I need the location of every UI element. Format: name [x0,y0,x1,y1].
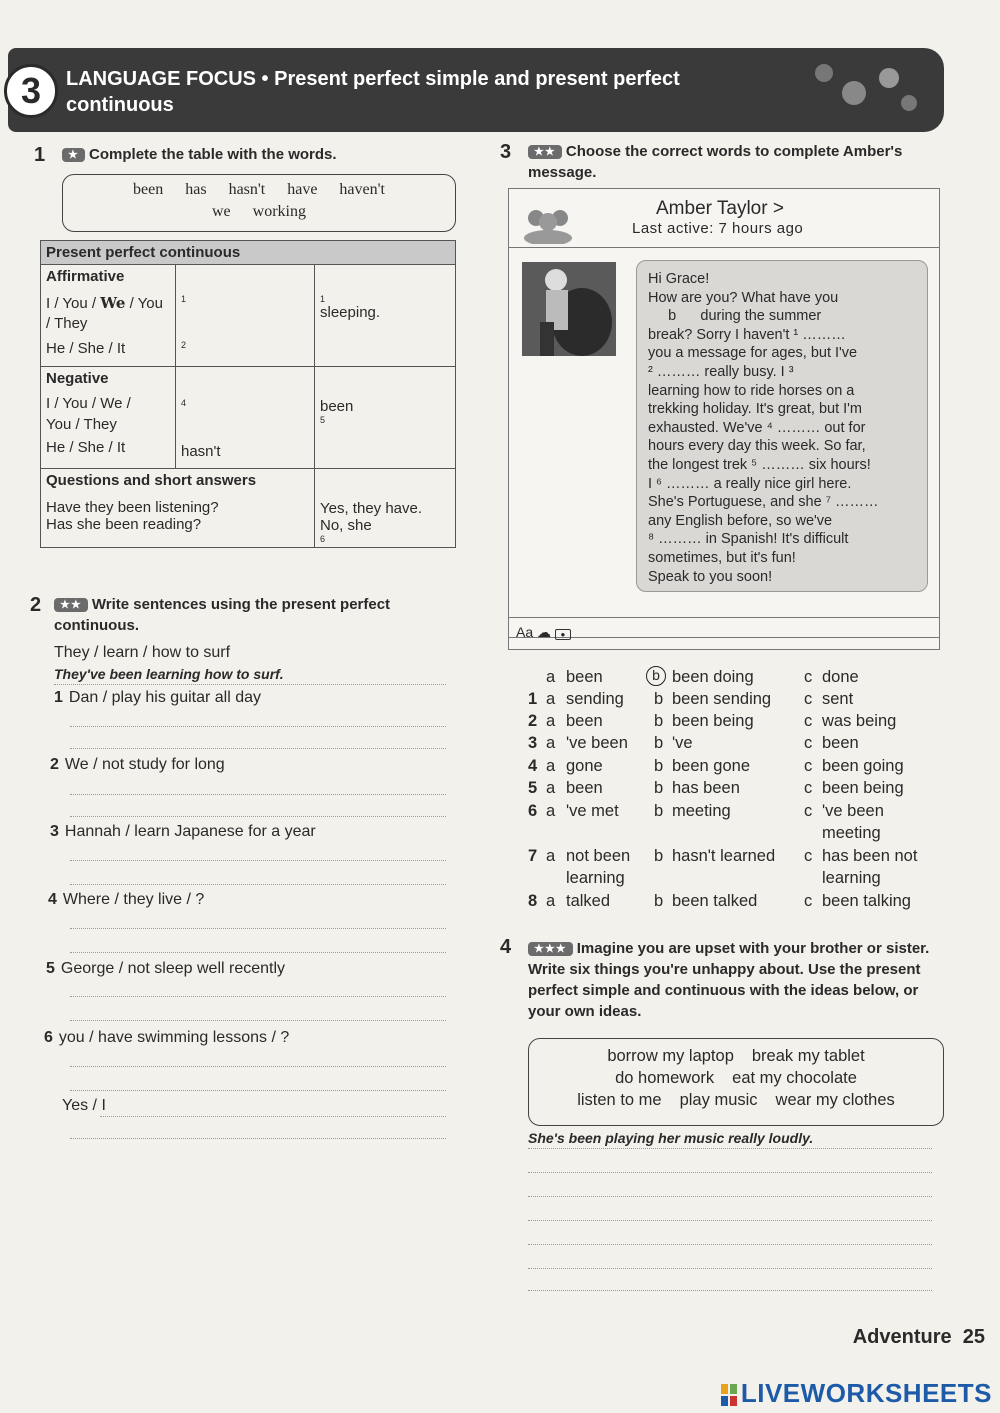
negative-label: Negative [46,370,109,387]
word: working [252,203,306,220]
message-text: Hi Grace! How are you? What have you b during the summer break? Sorry I haven't ¹ ……… you a message for ages, but I've ² ……… really busy. I ³ learning how to ride horses on a trekking holiday. It's great, but I'm exhausted. We've ⁴ ……… out for hours every day this week. So far, the longest trek ⁵ ……… six hours! I ⁶ ……… a really nice girl here. She's Portuguese, and she ⁷ ……… any English before, so we've ⁸ ……… in Spanish! It's difficult sometimes, but it's fun! Speak to you soon! [648,271,879,585]
answer-1: Yes, they have. [320,500,423,517]
camera-icon[interactable]: ● [555,629,571,640]
ex2-number: 2 [30,594,42,616]
answer-line[interactable] [70,860,446,861]
profile-photo-horse-rider [522,262,616,356]
gap-4[interactable]: 4 [181,398,187,408]
last-active: Last active: 7 hours ago [632,220,804,237]
ex3-number: 3 [500,141,512,163]
word: has [185,181,207,198]
gap-6[interactable]: 6 [320,534,326,544]
sender-name[interactable]: Amber Taylor > [656,198,784,219]
page-footer: Adventure 25 [852,1326,985,1348]
ex4-instruction: ★★★ Imagine you are upset with your brother or sister. Write six things you're unhappy about. Use the present perfect simple and continuous with the ideas below, or your own ideas. [528,940,930,1020]
ex2-example-prompt: They / learn / how to surf [54,644,231,661]
grammar-table [40,240,456,548]
gap-1b[interactable]: 1 [320,294,326,304]
answer-line[interactable] [528,1268,932,1269]
word: haven't [339,181,385,198]
question-1: Have they been listening? [46,499,219,516]
section-title: LANGUAGE FOCUS • Present perfect simple and present perfect continuous [66,68,680,116]
answer-line[interactable] [528,1220,932,1221]
word: have [287,181,318,198]
ex3-instruction: ★★ Choose the correct words to complete Amber's message. [528,143,903,181]
answer-line[interactable] [70,748,446,749]
ex1-number: 1 [34,144,46,166]
ex4-number: 4 [500,936,512,958]
answer-line[interactable] [70,726,446,727]
gap-2[interactable]: 2 [181,340,187,350]
hasnt-text: hasn't [181,443,221,460]
ex2-item-5: 5 George / not sleep well recently [46,960,286,977]
ex2-item-2: 2 We / not study for long [50,756,225,773]
page-number: 25 [962,1326,985,1348]
answer-line[interactable] [70,816,446,817]
answer-line [528,1148,932,1149]
ex4-example: She's been playing her music really loudly. [528,1130,814,1146]
aff-subject-1: I / You / We / You / They [46,294,163,332]
answer-line[interactable] [528,1290,932,1291]
gap-1[interactable]: 1 [181,294,187,304]
answer-line[interactable] [70,928,446,929]
decorative-dots-icon [804,58,924,118]
text-input-bar[interactable] [516,624,571,641]
liveworksheets-brand: LIVEWORKSHEETS [721,1378,992,1409]
ex3-stars: ★★ [528,145,562,159]
answer-line[interactable] [528,1244,932,1245]
answer-line[interactable] [70,1090,446,1091]
answer-line[interactable] [70,1138,446,1139]
answer-line [54,684,446,685]
liveworksheets-logo-icon [721,1384,737,1406]
question-2: Has she been reading? [46,516,202,533]
ex1-word-box [62,174,456,232]
answer-line[interactable] [70,1066,446,1067]
answer-line[interactable] [70,996,446,997]
ex4-ideas-box: borrow my laptop break my tablet do homework eat my chocolate listen to me play music wear my clothes [528,1038,944,1126]
been-text: been [320,398,354,415]
answer-line[interactable] [70,1020,446,1021]
word: been [133,181,164,198]
ex1-instruction: ★ Complete the table with the words. [62,144,337,165]
answer-line[interactable] [70,952,446,953]
handwritten-answer: We [100,294,126,312]
ex4-stars: ★★★ [528,942,573,956]
table-header: Present perfect continuous [41,241,456,265]
emoji-icon[interactable]: ☁ [537,624,552,640]
contacts-icon [522,204,574,244]
ex2-answer-prompt: Yes / I [62,1097,106,1114]
neg-subject-1: I / You / We / You / They [46,395,131,433]
answer-line[interactable] [70,794,446,795]
answer-line[interactable] [100,1116,446,1117]
aff-subject-2: He / She / It [46,340,126,357]
word: hasn't [228,181,266,198]
affirmative-label: Affirmative [46,268,125,285]
ex1-stars: ★ [62,148,85,162]
questions-label: Questions and short answers [46,472,257,489]
answer-line[interactable] [528,1196,932,1197]
unit-number: 3 [4,64,58,118]
ex2-item-6: 6 you / have swimming lessons / ? [44,1029,290,1046]
font-aa-label: Aa [516,624,534,640]
ex2-item-3: 3 Hannah / learn Japanese for a year [50,823,316,840]
section-banner [8,48,944,132]
answer-line[interactable] [528,1172,932,1173]
word: we [212,203,231,220]
ex2-instruction: ★★ Write sentences using the present perfect continuous. [54,596,391,634]
answer-line[interactable] [70,884,446,885]
ex2-item-4: 4 Where / they live / ? [48,891,205,908]
answer-2: No, she [320,517,372,534]
ex2-item-1: 1 Dan / play his guitar all day [54,689,262,706]
ex2-stars: ★★ [54,598,88,612]
circled-answer: b [646,666,666,686]
sleeping-text: sleeping. [320,304,381,321]
gap-5[interactable]: 5 [320,415,326,425]
ex2-example-answer: They've been learning how to surf. [54,666,284,682]
neg-subject-2: He / She / It [46,439,126,456]
